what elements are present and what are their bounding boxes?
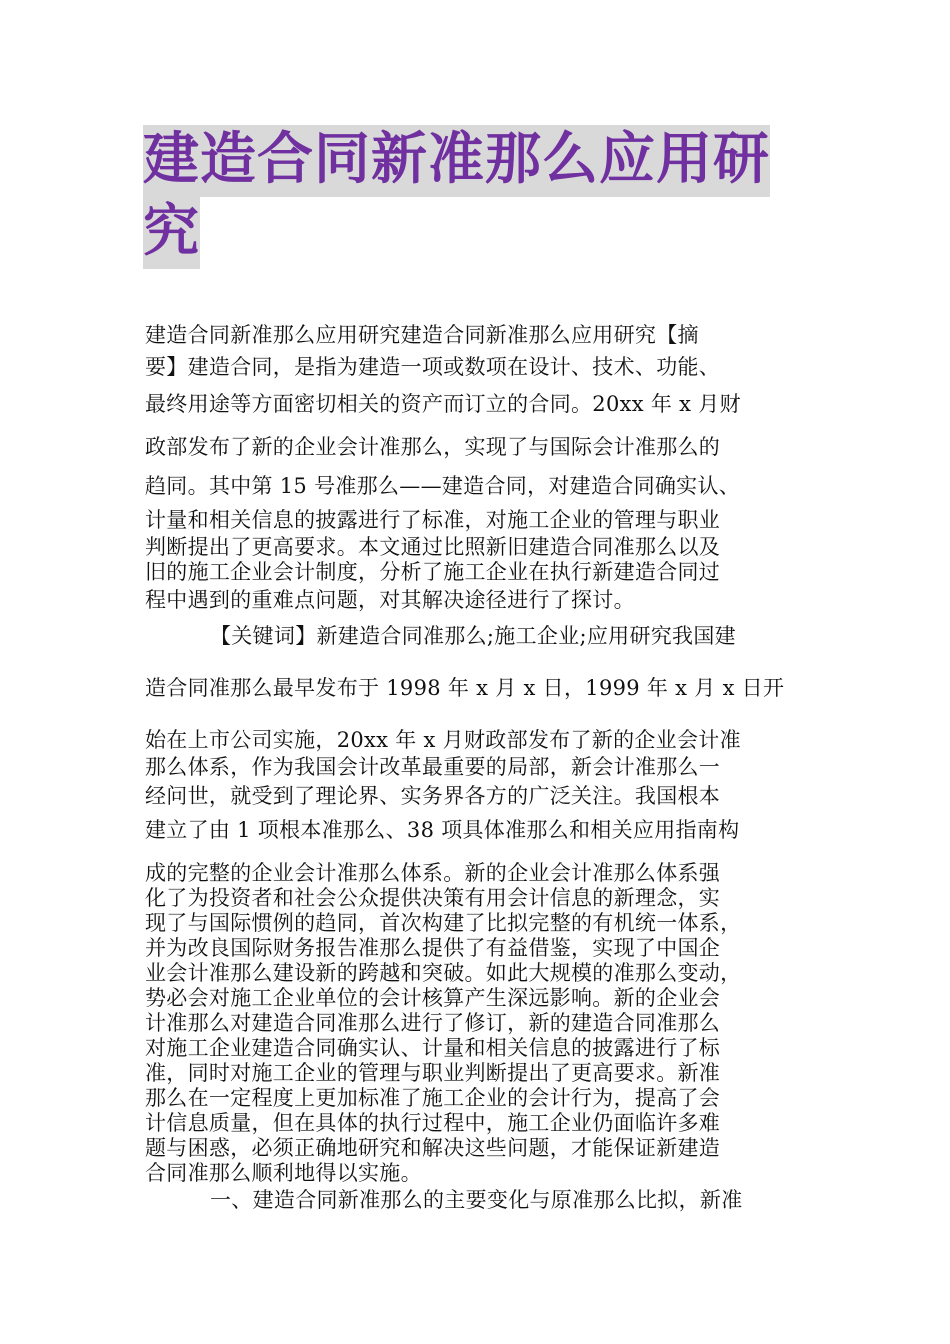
body-line: 一、建造合同新准那么的主要变化与原准那么比拟，新准	[210, 1188, 743, 1212]
body-line: 那么体系，作为我国会计改革最重要的局部，新会计准那么一	[145, 755, 721, 779]
body-line: 计量和相关信息的披露进行了标准，对施工企业的管理与职业	[145, 508, 721, 532]
body-line: 判断提出了更高要求。本文通过比照新旧建造合同准那么以及	[145, 535, 721, 559]
body-line: 建造合同新准那么应用研究建造合同新准那么应用研究【摘	[145, 323, 699, 347]
body-line: 计准那么对建造合同准那么进行了修订，新的建造合同准那么	[145, 1011, 721, 1035]
body-line: 计信息质量，但在具体的执行过程中，施工企业仍面临许多难	[145, 1111, 721, 1135]
title-line-1: 建造合同新准那么应用研	[143, 125, 770, 197]
body-line: 造合同准那么最早发布于 1998 年 x 月 x 日，1999 年 x 月 x 日开	[145, 676, 785, 700]
body-line: 始在上市公司实施，20xx 年 x 月财政部发布了新的企业会计准	[145, 728, 741, 752]
body-line: 那么在一定程度上更加标准了施工企业的会计行为，提高了会	[145, 1086, 721, 1110]
body-line: 最终用途等方面密切相关的资产而订立的合同。20xx 年 x 月财	[145, 392, 741, 416]
body-line: 题与困惑，必须正确地研究和解决这些问题，才能保证新建造	[145, 1136, 721, 1160]
body-line: 趋同。其中第 15 号准那么——建造合同，对建造合同确实认、	[145, 474, 741, 498]
title-line-2: 究	[143, 197, 200, 269]
body-line: 对施工企业建造合同确实认、计量和相关信息的披露进行了标	[145, 1036, 721, 1060]
document-body	[145, 318, 805, 1214]
body-line: 并为改良国际财务报告准那么提供了有益借鉴，实现了中国企	[145, 936, 721, 960]
body-line: 建立了由 1 项根本准那么、38 项具体准那么和相关应用指南构	[145, 818, 740, 842]
body-line: 程中遇到的重难点问题，对其解决途径进行了探讨。	[145, 588, 635, 612]
body-line: 经问世，就受到了理论界、实务界各方的广泛关注。我国根本	[145, 784, 721, 808]
body-line: 准，同时对施工企业的管理与职业判断提出了更高要求。新准	[145, 1061, 721, 1085]
body-line: 【关键词】新建造合同准那么;施工企业;应用研究我国建	[210, 624, 736, 648]
body-line: 要】建造合同，是指为建造一项或数项在设计、技术、功能、	[145, 355, 721, 379]
body-line: 业会计准那么建设新的跨越和突破。如此大规模的准那么变动，	[145, 961, 742, 985]
document-title	[143, 125, 808, 269]
body-line: 势必会对施工企业单位的会计核算产生深远影响。新的企业会	[145, 986, 721, 1010]
body-line: 化了为投资者和社会公众提供决策有用会计信息的新理念，实	[145, 886, 721, 910]
body-line: 合同准那么顺利地得以实施。	[145, 1161, 422, 1185]
body-line: 成的完整的企业会计准那么体系。新的企业会计准那么体系强	[145, 861, 721, 885]
body-line: 政部发布了新的企业会计准那么，实现了与国际会计准那么的	[145, 435, 721, 459]
body-line: 现了与国际惯例的趋同，首次构建了比拟完整的有机统一体系，	[145, 911, 742, 935]
body-line: 旧的施工企业会计制度，分析了施工企业在执行新建造合同过	[145, 560, 721, 584]
